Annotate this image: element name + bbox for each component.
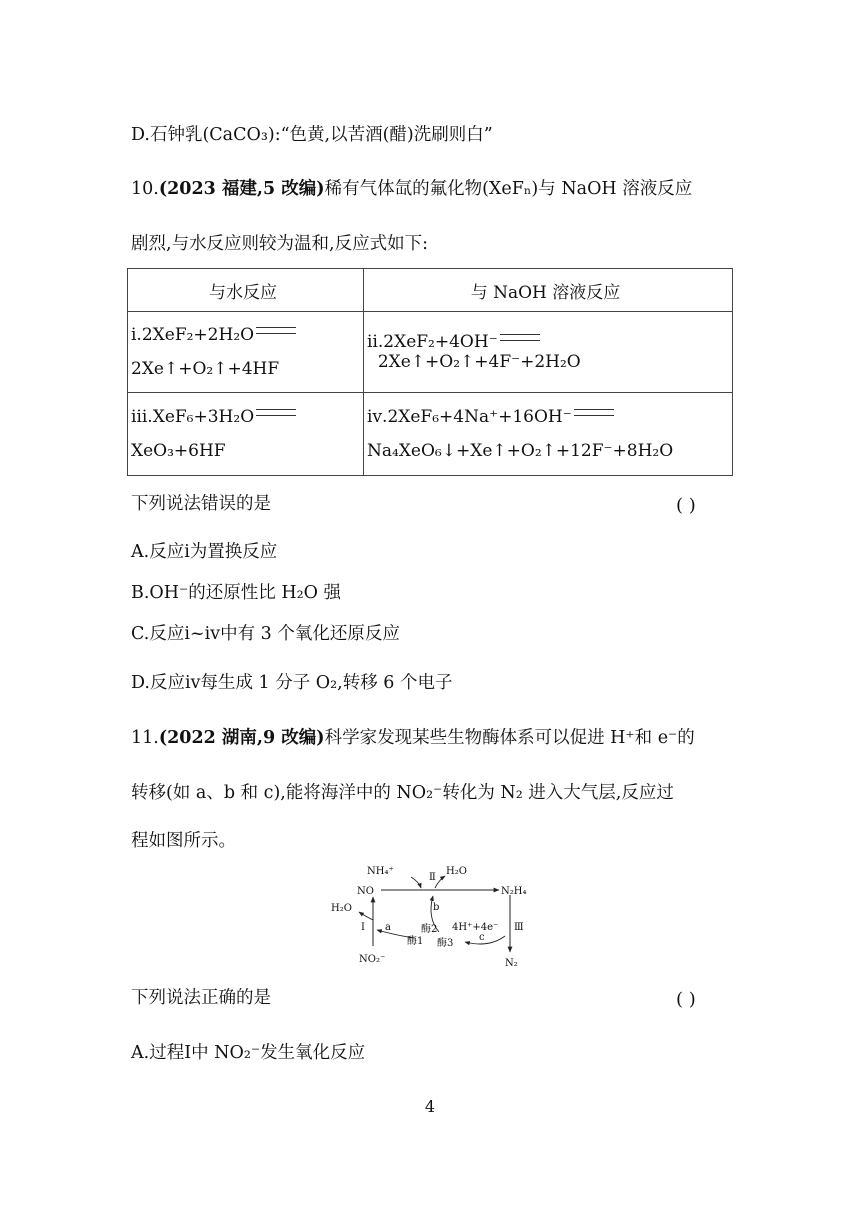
page-number: 4 <box>424 1097 436 1116</box>
q10-number: 10. <box>131 179 159 199</box>
roman-2-label: Ⅱ <box>429 872 436 883</box>
enzyme-reaction-diagram <box>329 860 529 972</box>
q10-question: 下列说法错误的是 <box>131 494 271 514</box>
enzyme-2-label: 酶2 <box>421 924 438 935</box>
table-cell-reaction-iii <box>128 393 364 476</box>
reaction-iii-line1: ⅲ.XeF₆+3H₂O <box>131 407 255 427</box>
equal-sign <box>256 409 296 416</box>
reaction-table <box>127 268 733 476</box>
q11-number: 11. <box>131 728 159 748</box>
equal-sign <box>500 334 540 341</box>
arrow-h2o-out <box>435 876 445 888</box>
n2-label: N₂ <box>505 958 518 969</box>
a-label: a <box>385 922 391 933</box>
q11-option-a: A.过程Ⅰ中 NO₂⁻发生氧化反应 <box>131 1043 366 1063</box>
table-header-water: 与水反应 <box>128 269 364 312</box>
reaction-i-line1: ⅰ.2XeF₂+2H₂O <box>131 325 255 345</box>
h2o-top-label: H₂O <box>446 866 467 877</box>
table-cell-reaction-i <box>128 312 364 393</box>
reaction-ii-left: ⅱ.2XeF₂+4OH⁻ <box>367 332 498 352</box>
no2-label: NO₂⁻ <box>359 954 386 965</box>
h-plus-e-label: 4H⁺+4e⁻ <box>452 922 499 933</box>
q11-stem-line2: 转移(如 a、b 和 c),能将海洋中的 NO₂⁻转化为 N₂ 进入大气层,反应过 <box>131 783 674 803</box>
q10-option-b: B.OH⁻的还原性比 H₂O 强 <box>131 583 342 603</box>
q9-option-d: D.石钟乳(CaCO₃):“色黄,以苦酒(醋)洗刷则白” <box>131 125 493 145</box>
no-label: NO <box>357 886 374 897</box>
q10-stem-line2: 剧烈,与水反应则较为温和,反应式如下: <box>131 234 429 254</box>
arrow-nh4-in <box>411 877 421 888</box>
q10-stem-text: 稀有气体氙的氟化物(XeFₙ)与 NaOH 溶液反应 <box>324 179 693 199</box>
reaction-iii-line2: XeO₃+6HF <box>131 441 226 461</box>
q10-option-a: A.反应ⅰ为置换反应 <box>131 542 278 562</box>
roman-3-label: Ⅲ <box>514 922 524 933</box>
q10-stem-line1 <box>131 181 692 199</box>
q11-answer-paren: ( ) <box>676 989 696 1010</box>
nh4-label: NH₄⁺ <box>367 866 394 877</box>
table-cell-reaction-ii <box>364 312 733 393</box>
n2h4-label: N₂H₄ <box>501 886 527 897</box>
arrow-h2o-release <box>359 912 373 920</box>
q10-option-c: C.反应ⅰ~ⅳ中有 3 个氧化还原反应 <box>131 624 400 644</box>
q11-stem-text: 科学家发现某些生物酶体系可以促进 H⁺和 e⁻的 <box>324 728 695 748</box>
reaction-ii-right: 2Xe↑+O₂↑+4F⁻+2H₂O <box>377 352 581 372</box>
roman-1-label: Ⅰ <box>361 922 365 933</box>
q10-option-d: D.反应ⅳ每生成 1 分子 O₂,转移 6 个电子 <box>131 673 453 693</box>
q10-source: (2023 福建,5 改编) <box>158 179 325 199</box>
h2o-left-label: H₂O <box>331 903 352 914</box>
q11-question: 下列说法正确的是 <box>131 988 271 1008</box>
c-label: c <box>479 932 485 943</box>
enzyme-3-label: 酶3 <box>437 938 454 949</box>
reaction-iv-line2: Na₄XeO₆↓+Xe↑+O₂↑+12F⁻+8H₂O <box>367 441 674 461</box>
table-cell-reaction-iv <box>364 393 733 476</box>
b-label: b <box>433 902 440 913</box>
table-header-naoh: 与 NaOH 溶液反应 <box>364 269 733 312</box>
equal-sign <box>574 409 614 416</box>
q11-stem-line3: 程如图所示。 <box>131 831 236 851</box>
enzyme-1-label: 酶1 <box>407 936 424 947</box>
reaction-iv-line1: ⅳ.2XeF₆+4Na⁺+16OH⁻ <box>367 407 572 427</box>
q11-source: (2022 湖南,9 改编) <box>158 728 325 748</box>
arrow-c <box>465 936 505 944</box>
q10-answer-paren: ( ) <box>676 495 696 516</box>
q11-stem-line1 <box>131 730 695 748</box>
equal-sign <box>256 327 296 334</box>
reaction-i-line2: 2Xe↑+O₂↑+4HF <box>131 359 280 379</box>
